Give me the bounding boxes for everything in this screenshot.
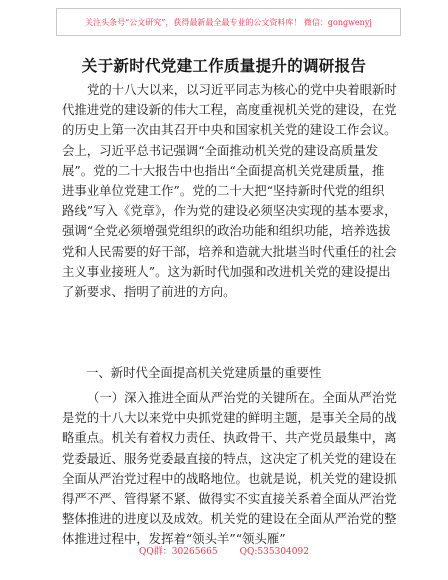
text-line: 略重点。机关有着权力责任、执政骨干、共产党员最集中，离 (62, 430, 397, 446)
text-line: 路线”写入《党章》，作为党的建设必须坚决实现的基本要求， (62, 203, 397, 219)
text-line: 主义事业接班人”。这为新时代加强和改进机关党的建设提出 (62, 263, 391, 279)
text-line: 党的十八大以来，以习近平同志为核心的党中央着眼新时 (87, 82, 397, 97)
text-line: 进事业单位党建工作”。党的二十大把“坚持新时代党的组织 (62, 182, 385, 198)
text-line: 全面从严治党过程中的战略地位。也就是说，机关党的建设抓 (62, 470, 397, 486)
text-line: 了新要求、指明了前进的方向。 (62, 283, 236, 299)
document-title: 关于新时代党建工作质量提升的调研报告 (81, 57, 367, 75)
text-line: 强调“全党必须增强党组织的政治功能和组织功能，培养选拔 (62, 223, 391, 239)
footer-qq-group: QQ群：30265665 (139, 547, 218, 557)
section-heading: 一、新时代全面提高机关党建质量的重要性 (86, 365, 322, 380)
paragraph-section-1 (62, 388, 397, 550)
paragraph-intro (62, 80, 397, 302)
footer-qq: QQ:535304092 (239, 547, 309, 557)
text-line: 体推进过程中，发挥着“领头羊”“领头雁” (62, 531, 286, 547)
text-line: 的历史上第一次由其召开中央和国家机关党的建设工作会议。 (62, 122, 397, 138)
footer-contact (0, 544, 448, 557)
text-line: 是党的十八大以来党中央抓党建的鲜明主题，是事关全局的战 (62, 410, 397, 426)
text-line: 整体推进的进度以及成效。机关党的建设在全面从严治党的整 (62, 511, 397, 527)
text-line: 会上，习近平总书记强调“全面推动机关党的建设高质量发 (62, 142, 379, 158)
text-line: 代推进党的建设新的伟大工程，高度重视机关党的建设，在党 (62, 102, 397, 118)
text-line: 党和人民需要的好干部，培养和造就大批堪当时代重任的社会 (62, 243, 397, 259)
header-banner (56, 8, 401, 36)
text-line: 得严不严、管得紧不紧、做得实不实直接关系着全面从严治党 (62, 490, 397, 506)
text-line: 党委最近、服务党委最直接的特点，这决定了机关党的建设在 (62, 450, 397, 466)
text-line: （一）深入推进全面从严治党的关键所在。全面从严治党 (87, 390, 397, 405)
text-line: 展”。党的二十大报告中也指出“全面提高机关党建质量，推 (62, 162, 385, 178)
header-banner-text: 关注头条号“公文研究”，获得最新最全最专业的公文资料库！ 微信：gongwenyj (85, 17, 372, 27)
